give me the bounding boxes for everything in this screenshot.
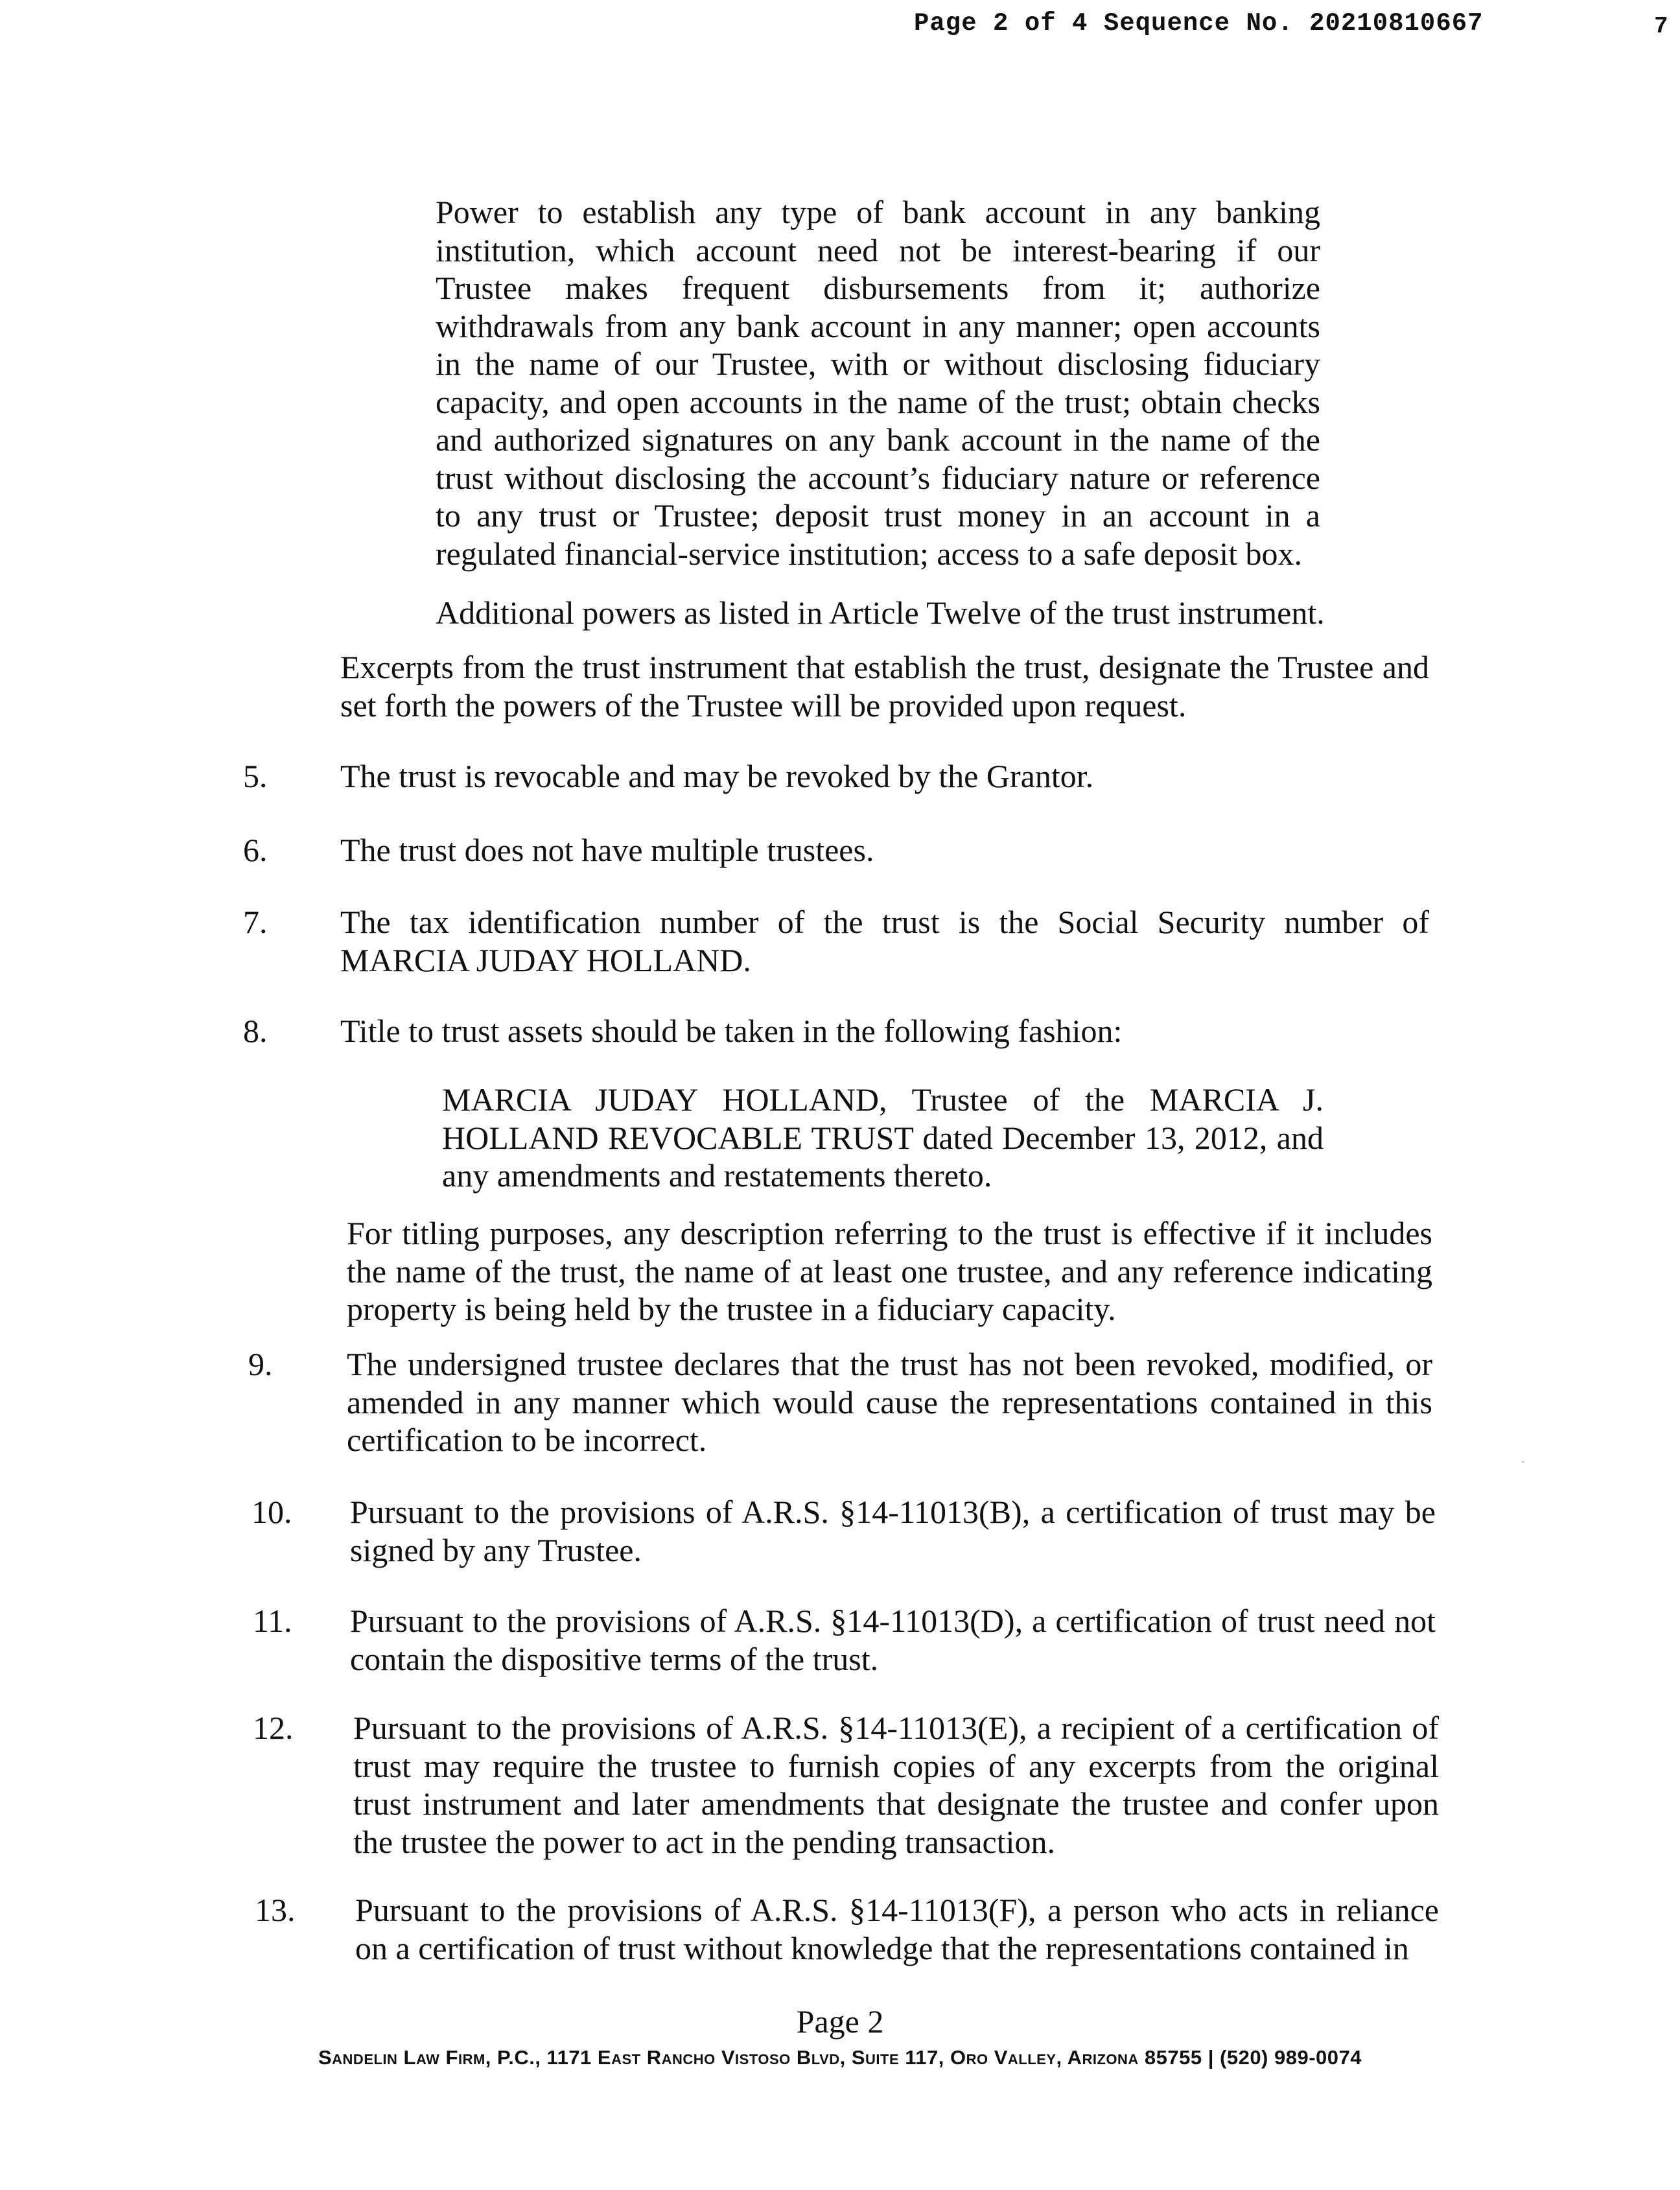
item-text: The undersigned trustee declares that the trust has not been revoked, modified, or amended in any manner which would cause the representations contained in this certification to be incorrect.	[347, 1346, 1432, 1458]
footer-page-number: Page 2	[796, 2003, 884, 2040]
item-text: The tax identification number of the trust is the Social Security number of MARCIA JUDAY HOLLAND.	[340, 904, 1429, 978]
item-text: The trust is revocable and may be revoked by the Grantor.	[340, 758, 1094, 794]
item-text: Pursuant to the provisions of A.R.S. §14-11013(B), a certification of trust may be signed by any Trustee.	[350, 1494, 1436, 1568]
item-number: 10.	[251, 1494, 292, 1530]
footer-firm-address: Sandelin Law Firm, P.C., 1171 East Rancho Vistoso Blvd, Suite 117, Oro Valley, Arizona 85755 | (520) 989-0074	[318, 2046, 1362, 2069]
additional-powers-paragraph: Additional powers as listed in Article Twelve of the trust instrument.	[436, 595, 1325, 631]
item-number: 11.	[253, 1603, 292, 1639]
item-text: The trust does not have multiple trustees.	[340, 832, 874, 868]
scan-speck	[1522, 1461, 1524, 1463]
item-number: 7.	[243, 904, 268, 940]
power-bank-account-paragraph: Power to establish any type of bank account in any banking institution, which account need not be interest-bearing if our Trustee makes frequent disbursements from it; authorize withdrawals from any bank account in any manner; open accounts in the name of our Trustee, with or without disclosing fiduciary capacity, and open accounts in the name of the trust; obtain checks and authorized signatures on any bank account in the name of the trust without disclosing the account’s fiduciary nature or reference to any trust or Trustee; deposit trust money in an account in a regulated financial-service institution; access to a safe deposit box.	[436, 194, 1320, 572]
item-text: Pursuant to the provisions of A.R.S. §14-11013(E), a recipient of a certification of trust may require the trustee to furnish copies of any excerpts from the original trust instrument and later amendments that designate the trustee and confer upon the trustee the power to act in the pending transaction.	[353, 1710, 1439, 1860]
item-number: 6.	[243, 832, 268, 868]
item-text: Title to trust assets should be taken in the following fashion:	[340, 1013, 1123, 1049]
item-number: 13.	[255, 1892, 296, 1928]
page-header: Page 2 of 4 Sequence No. 20210810667	[914, 9, 1484, 38]
item-text: Pursuant to the provisions of A.R.S. §14-11013(F), a person who acts in reliance on a certification of trust without knowledge that the representations contained in	[355, 1892, 1439, 1966]
item-number: 9.	[248, 1346, 273, 1382]
header-mark: 7	[1654, 13, 1668, 40]
titling-note: For titling purposes, any description referring to the trust is effective if it includes the name of the trust, the name of at least one trustee, and any reference indicating property is being held by the trustee in a fiduciary capacity.	[347, 1215, 1432, 1327]
item-text: Pursuant to the provisions of A.R.S. §14-11013(D), a certification of trust need not contain the dispositive terms of the trust.	[350, 1603, 1436, 1677]
excerpts-paragraph: Excerpts from the trust instrument that establish the trust, designate the Trustee and set forth the powers of the Trustee will be provided upon request.	[340, 649, 1429, 724]
item-number: 12.	[253, 1710, 294, 1746]
item-number: 8.	[243, 1013, 268, 1049]
title-block: MARCIA JUDAY HOLLAND, Trustee of the MARCIA J. HOLLAND REVOCABLE TRUST dated December 13, 2012, and any amendments and restatements thereto.	[442, 1081, 1324, 1194]
item-number: 5.	[243, 758, 268, 794]
